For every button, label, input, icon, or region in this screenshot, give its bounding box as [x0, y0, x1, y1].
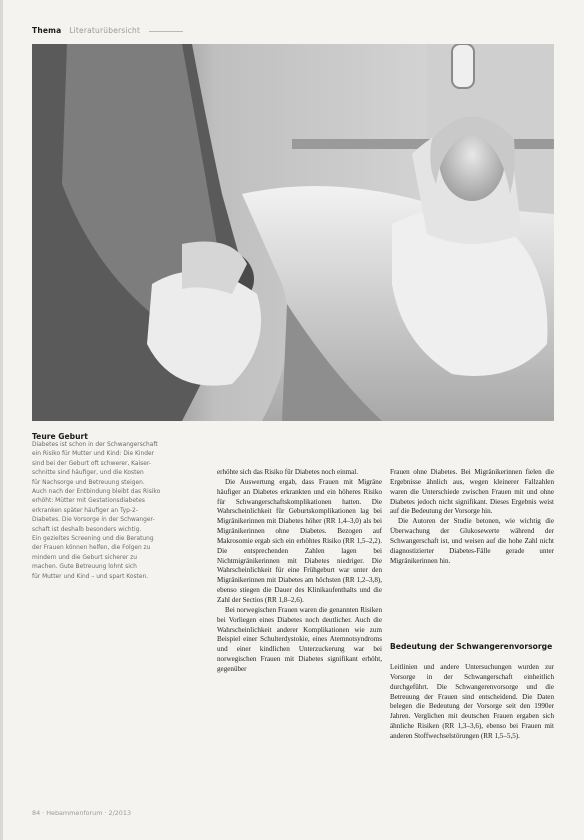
caption-line: schnitte sind häufiger, und die Kosten — [32, 470, 144, 477]
running-head-rule — [149, 31, 183, 32]
body-paragraph: erhöhte sich das Risiko für Diabetes noch einmal. — [217, 468, 359, 476]
running-head — [32, 26, 183, 35]
caption-line: Auch nach der Entbindung bleibt das Risiko — [32, 489, 161, 496]
page-footer: 84 · Hebammenforum · 2/2013 — [32, 809, 132, 817]
section-heading: Bedeutung der Schwangerenvorsorge — [390, 642, 553, 651]
caption-line: für Mutter und Kind – und spart Kosten. — [32, 573, 149, 580]
body-paragraph: Leitlinien und andere Untersuchungen wurden zur Vorsorge in der Schwangerschaft einheitlich durchgeführt. Die Schwangerenvorsorge und die Betreuung der Frauen sind entscheidend. Die Daten belegen die Bedeutung der Vorsorge seit den 1990er Jahren. Verglichen mit deutschen Frauen ergaben sich ähnliche Risiken (RR 1,3–3,6), ebenso bei Frauen mit anderen Stoffwechselstörungen (RR 1,5–5,5). — [390, 663, 554, 740]
caption-line: Ein gezieltes Screening und die Beratung — [32, 536, 154, 543]
running-head-separator — [64, 26, 67, 35]
body-paragraph: Frauen ohne Diabetes. Bei Migränikerinnen fielen die Ergebnisse ähnlich aus, wegen kleinerer Fallzahlen waren die Unterschiede zwischen Frauen mit und ohne Diabetes jedoch nicht signifikant. Dieses Ergebnis weist auf die Bedeutung der Vorsorge hin. — [390, 468, 554, 516]
article-photo — [32, 44, 554, 421]
photo-caption — [32, 432, 208, 582]
body-column-right — [390, 468, 554, 566]
caption-line: erhöht: Mütter mit Gestationsdiabetes — [32, 498, 145, 505]
caption-line: mindern und die Geburt sicherer zu — [32, 554, 137, 561]
caption-title: Teure Geburt — [32, 432, 88, 441]
caption-line: für Nachsorge und Betreuung steigen. — [32, 479, 145, 486]
caption-line: Diabetes ist schon in der Schwangerschaft — [32, 442, 158, 448]
caption-line: Diabetes. Die Vorsorge in der Schwanger- — [32, 517, 155, 524]
caption-line: sind bei der Geburt oft schwerer, Kaiser- — [32, 460, 152, 467]
running-head-label: Thema — [32, 26, 62, 35]
body-column-right-lower — [390, 663, 554, 742]
body-paragraph: Die Autoren der Studie betonen, wie wichtig die Überwachung der Glukosewerte während der Schwangerschaft ist, und weisen auf die hohe Zahl nicht diagnostizierter Diabetes-Fälle gerade unter Migränikerinnen hin. — [390, 517, 554, 565]
body-paragraph: Die Auswertung ergab, dass Frauen mit Migräne häufiger an Diabetes erkrankten und ein höheres Risiko für Schwangerschaftskomplikationen hatten. Die Wahrscheinlichkeit für Geburtskomplikationen lag bei Migränikerinnen mit Diabetes höher (RR 1,4–3,0) als bei Migränikerinnen ohne Diabetes. Bezogen auf Makrosomie ergab sich ein erhöhtes Risiko (RR 1,5–2,2). Die entsprechenden Zahlen lagen bei Nichtmigränikerinnen mit Diabetes niedriger. Die Wahrscheinlichkeit für eine Frühgeburt war unter den Migränikerinnen mit Diabetes am höchsten (RR 1,2–3,8), ebenso stiegen die Dauer des Klinikaufenthalts und die Zahl der Sectios (RR 1,8–2,6). — [217, 477, 382, 604]
body-column-middle — [217, 468, 382, 675]
caption-line: schaft ist deshalb besonders wichtig. — [32, 526, 142, 533]
caption-body — [32, 441, 208, 582]
running-head-section: Literaturübersicht — [69, 26, 141, 35]
caption-line: erkranken später häufiger an Typ-2- — [32, 507, 138, 514]
photo-mother-newborn-hospital-bed — [32, 44, 554, 421]
body-paragraph: Bei norwegischen Frauen waren die genannten Risiken bei Vorliegen eines Diabetes noch deutlicher. Auch die Wahrscheinlichkeit anderer Komplikationen wie zum Beispiel einer Schulterdystokie, eines Atemnotsyndroms und einer kindlichen Unterzuckerung war bei norwegischen Frauen mit Diabetes signifikant erhöht, gegenüber — [217, 605, 382, 673]
caption-line: der Frauen können helfen, die Folgen zu — [32, 545, 151, 552]
page-edge — [0, 0, 3, 840]
caption-line: machen. Gute Betreuung lohnt sich — [32, 564, 137, 571]
caption-line: ein Risiko für Mutter und Kind: Die Kinder — [32, 451, 155, 458]
